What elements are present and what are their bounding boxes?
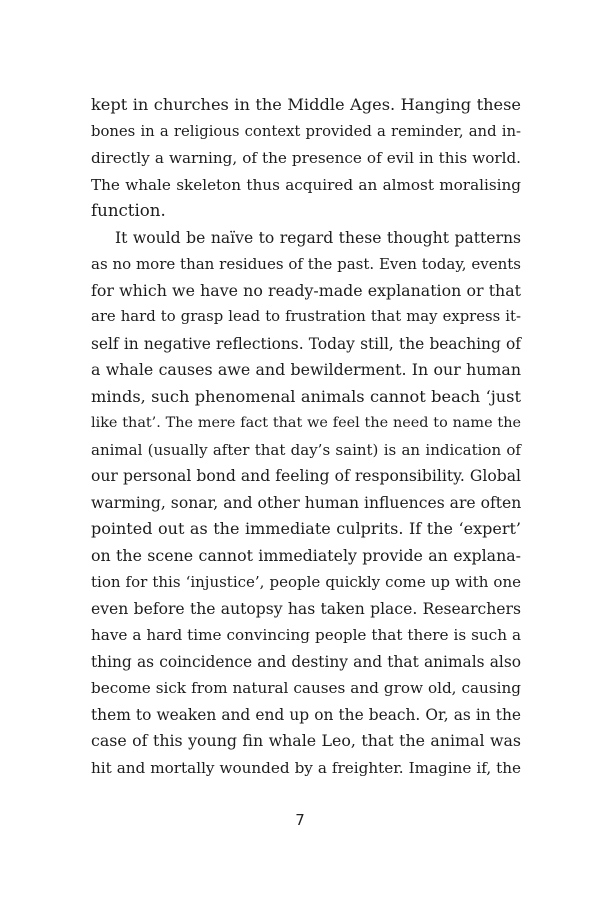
text-line: thing as coincidence and destiny and that animals also: [91, 652, 521, 671]
text-line: animal (usually after that day’s saint) is an indication of: [91, 440, 521, 459]
text-line: hit and mortally wounded by a freighter. Imagine if, the: [91, 758, 521, 777]
text-line: It would be naïve to regard these thought patterns: [115, 228, 521, 247]
text-line: for which we have no ready-made explanation or that: [91, 280, 521, 300]
text-line: have a hard time convincing people that there is such a: [91, 626, 521, 644]
text-line: The whale skeleton thus acquired an almost moralising: [91, 175, 521, 194]
text-line: even before the autopsy has taken place. Researchers: [91, 599, 521, 618]
text-line: as no more than residues of the past. Even today, events: [91, 255, 521, 273]
text-line: case of this young fin whale Leo, that the animal was: [91, 731, 521, 750]
text-line: are hard to grasp lead to frustration that may express it-: [91, 308, 521, 325]
text-line: self in negative reflections. Today still, the beaching of: [91, 334, 521, 353]
page-number: 7: [295, 811, 305, 829]
text-line: pointed out as the immediate culprits. If the ‘expert’: [91, 519, 521, 538]
text-line: on the scene cannot immediately provide an explana-: [91, 545, 521, 565]
text-line: kept in churches in the Middle Ages. Hanging these: [91, 95, 521, 114]
text-line: warming, sonar, and other human influences are often: [91, 493, 522, 512]
text-line: our personal bond and feeling of responsibility. Global: [91, 467, 521, 485]
text-line: bones in a religious context provided a reminder, and in-: [91, 122, 521, 140]
text-line: function.: [91, 201, 166, 220]
text-line: become sick from natural causes and grow old, causing: [91, 679, 521, 697]
text-line: like that’. The mere fact that we feel the need to name the: [91, 415, 521, 431]
text-line: tion for this ‘injustice’, people quickly come up with one: [91, 573, 521, 591]
body-text: [91, 92, 521, 781]
text-line: them to weaken and end up on the beach. Or, as in the: [91, 705, 521, 724]
text-line: a whale causes awe and bewilderment. In our human: [91, 360, 521, 379]
text-line: directly a warning, of the presence of evil in this world.: [91, 149, 521, 167]
text-line: minds, such phenomenal animals cannot beach ‘just: [91, 386, 521, 406]
